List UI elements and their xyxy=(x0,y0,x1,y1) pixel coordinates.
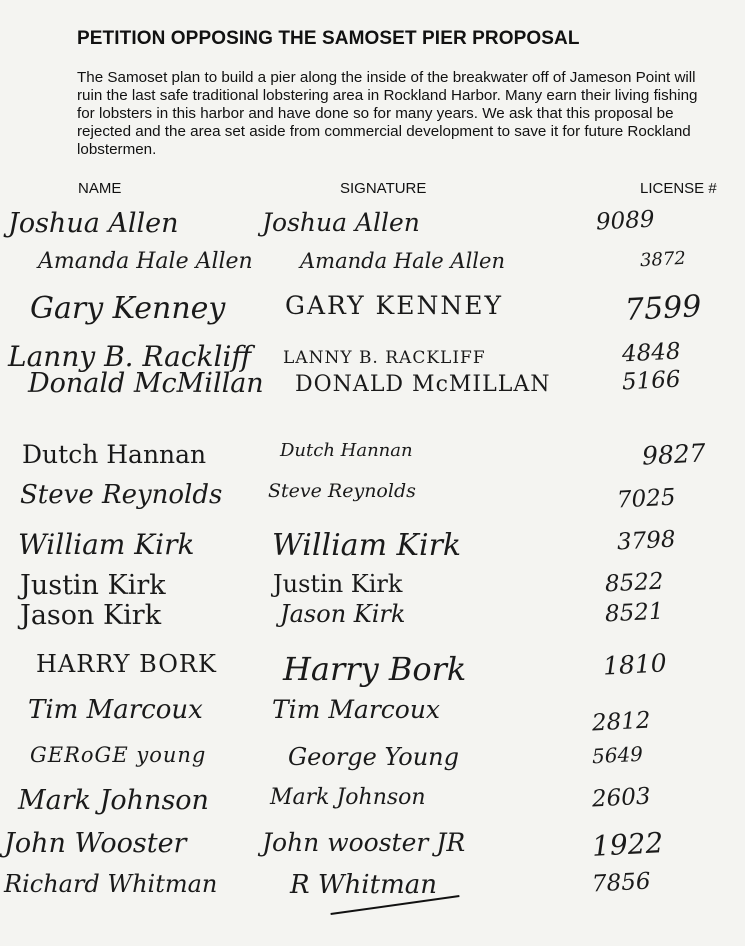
signer-license: 3798 xyxy=(616,526,677,556)
signer-name: Lanny B. Rackliff xyxy=(8,340,252,373)
signer-license: 1922 xyxy=(591,826,665,863)
signer-signature: George Young xyxy=(288,743,459,771)
signer-name: Donald McMillan xyxy=(28,368,264,399)
signer-license: 5166 xyxy=(621,366,682,396)
signer-name: Tim Marcoux xyxy=(28,695,203,725)
signer-name: GERoGE young xyxy=(30,743,207,767)
signer-signature: Steve Reynolds xyxy=(268,480,416,502)
signer-license: 4848 xyxy=(621,338,682,368)
column-header-signature: SIGNATURE xyxy=(340,180,427,197)
signer-signature: Dutch Hannan xyxy=(280,440,413,461)
signer-signature: John wooster JR xyxy=(262,828,466,857)
signer-license: 3872 xyxy=(639,247,687,272)
signer-name: John Wooster xyxy=(4,828,187,859)
signer-license: 8521 xyxy=(604,598,665,628)
signer-license: 7856 xyxy=(591,868,652,898)
signer-row xyxy=(0,291,745,331)
signer-license: 5649 xyxy=(591,741,644,769)
signer-row xyxy=(0,650,745,690)
signer-name: Richard Whitman xyxy=(4,870,218,898)
signer-name: Mark Johnson xyxy=(18,785,209,816)
column-header-license: LICENSE # xyxy=(640,180,717,197)
signer-license: 9827 xyxy=(641,438,707,471)
signer-name: Amanda Hale Allen xyxy=(38,249,253,274)
signer-name: Jason Kirk xyxy=(20,600,162,631)
signer-name: Dutch Hannan xyxy=(22,440,207,469)
signer-license: 2812 xyxy=(591,707,652,737)
column-header-name: NAME xyxy=(78,180,122,197)
signer-signature: DONALD McMILLAN xyxy=(295,372,551,397)
signer-row xyxy=(0,440,745,480)
petition-intro: The Samoset plan to build a pier along the inside of the breakwater off of Jameson Point will ruin the last safe traditional lobstering area in Rockland Harbor. Many earn their living fishing for lobsters in this harbor and have done so for many years. We ask that this proposal be rejected and the area set aside from commercial development to save it for future Rockland lobstermen. xyxy=(77,69,698,158)
signer-row xyxy=(0,368,745,408)
signer-signature: Jason Kirk xyxy=(280,600,406,628)
signer-signature: Harry Bork xyxy=(283,650,467,688)
signer-row xyxy=(0,870,745,910)
signer-signature: Joshua Allen xyxy=(262,208,420,237)
signer-row xyxy=(0,600,745,640)
signer-name: William Kirk xyxy=(18,528,195,561)
signer-row xyxy=(0,480,745,520)
signer-row xyxy=(0,743,745,783)
signer-name: Steve Reynolds xyxy=(20,480,223,510)
signer-signature: Mark Johnson xyxy=(270,785,426,810)
signer-license: 7025 xyxy=(616,484,677,514)
signer-row xyxy=(0,249,745,289)
signer-name: Joshua Allen xyxy=(8,208,179,239)
signer-name: Gary Kenney xyxy=(30,291,226,326)
signer-license: 1810 xyxy=(602,648,668,681)
signer-license: 9089 xyxy=(595,206,656,236)
signer-row xyxy=(0,208,745,248)
signer-row xyxy=(0,785,745,825)
signer-row xyxy=(0,695,745,735)
signer-license: 8522 xyxy=(604,568,665,598)
signer-signature: Justin Kirk xyxy=(273,570,403,598)
petition-title: PETITION OPPOSING THE SAMOSET PIER PROPOSAL xyxy=(77,28,580,49)
signer-signature: Tim Marcoux xyxy=(272,695,441,724)
signer-row xyxy=(0,528,745,568)
signer-signature: LANNY B. RACKLIFF xyxy=(283,348,486,368)
signer-row xyxy=(0,828,745,868)
signer-license: 7599 xyxy=(624,289,703,328)
signer-license: 2603 xyxy=(591,783,652,813)
signer-name: HARRY BORK xyxy=(36,650,217,678)
signer-signature: R Whitman xyxy=(290,870,437,900)
signer-name: Justin Kirk xyxy=(20,570,166,601)
signer-signature: William Kirk xyxy=(272,528,462,563)
signer-signature: Amanda Hale Allen xyxy=(300,249,505,273)
signer-signature: GARY KENNEY xyxy=(285,291,503,320)
